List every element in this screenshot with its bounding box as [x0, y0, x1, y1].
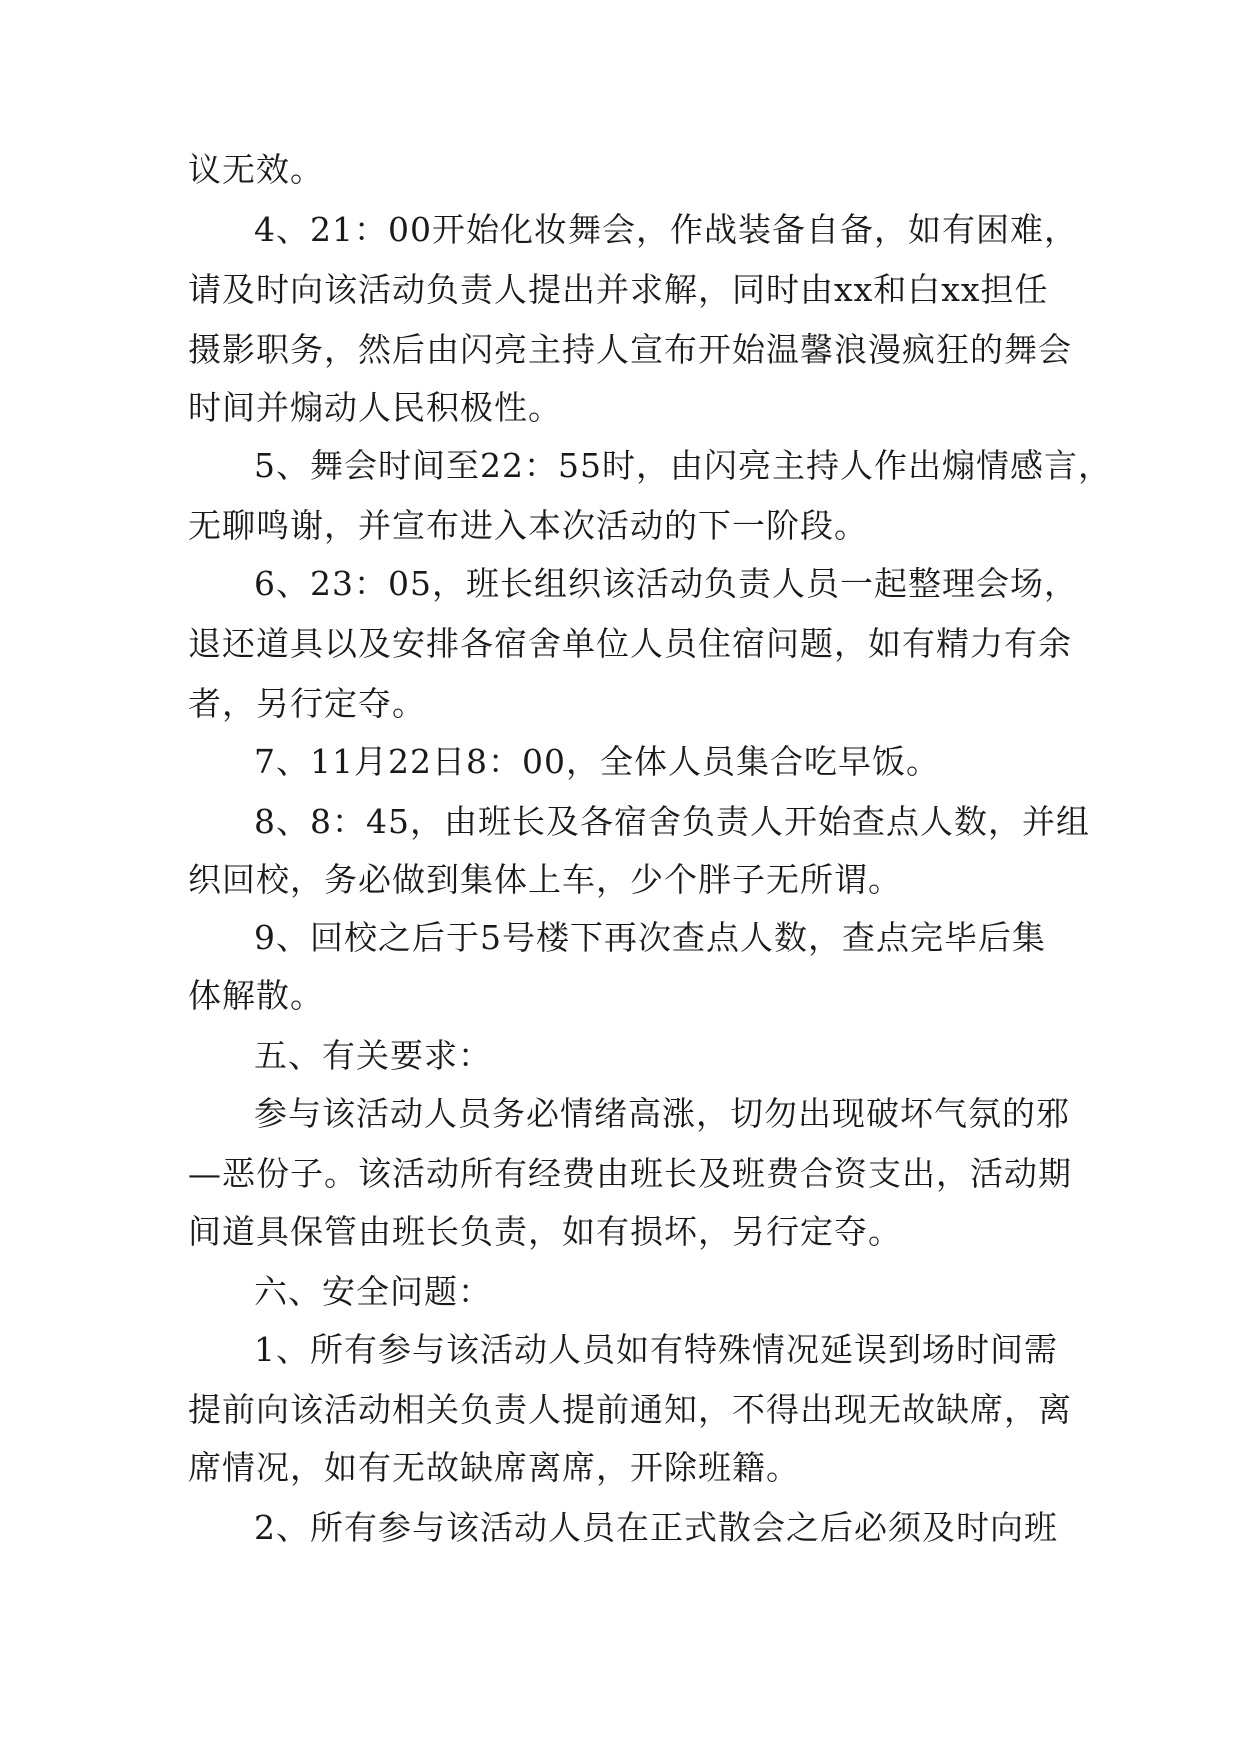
- text-line: 9、回校之后于5号楼下再次查点人数，查点完毕后集: [254, 918, 1046, 957]
- text-line: 2、所有参与该活动人员在正式散会之后必须及时向班: [254, 1508, 1058, 1547]
- text-line: 者，另行定夺。: [188, 684, 426, 723]
- section-heading: 六、安全问题：: [254, 1272, 492, 1311]
- text-line: 无聊鸣谢，并宣布进入本次活动的下一阶段。: [188, 506, 868, 545]
- text-line: 参与该活动人员务必情绪高涨，切勿出现破坏气氛的邪: [254, 1094, 1070, 1133]
- text-line: 1、所有参与该活动人员如有特殊情况延误到场时间需: [254, 1330, 1058, 1369]
- text-line: 摄影职务，然后由闪亮主持人宣布开始温馨浪漫疯狂的舞会: [188, 330, 1072, 369]
- text-line: 时间并煽动人民积极性。: [188, 388, 562, 427]
- text-line: 请及时向该活动负责人提出并求解，同时由xx和白xx担任: [188, 270, 1049, 309]
- text-line: 议无效。: [188, 150, 324, 189]
- text-line: 织回校，务必做到集体上车，少个胖子无所谓。: [188, 860, 902, 899]
- text-line: 退还道具以及安排各宿舍单位人员住宿问题，如有精力有余: [188, 624, 1072, 663]
- text-line: 体解散。: [188, 976, 324, 1015]
- text-line: 4、21：00开始化妆舞会，作战装备自备，如有困难，: [254, 210, 1078, 249]
- text-line: 席情况，如有无故缺席离席，开除班籍。: [188, 1448, 800, 1487]
- section-heading: 五、有关要求：: [254, 1036, 492, 1075]
- text-line: 间道具保管由班长负责，如有损坏，另行定夺。: [188, 1212, 902, 1251]
- text-line: 提前向该活动相关负责人提前通知，不得出现无故缺席，离: [188, 1390, 1072, 1429]
- text-line: 5、舞会时间至22：55时，由闪亮主持人作出煽情感言，: [254, 446, 1112, 485]
- text-line: 8、8：45，由班长及各宿舍负责人开始查点人数，并组: [254, 802, 1090, 841]
- text-line: —恶份子。该活动所有经费由班长及班费合资支出，活动期: [188, 1154, 1072, 1193]
- text-line: 6、23：05，班长组织该活动负责人员一起整理会场，: [254, 564, 1078, 603]
- text-line: 7、11月22日8：00，全体人员集合吃早饭。: [254, 742, 940, 781]
